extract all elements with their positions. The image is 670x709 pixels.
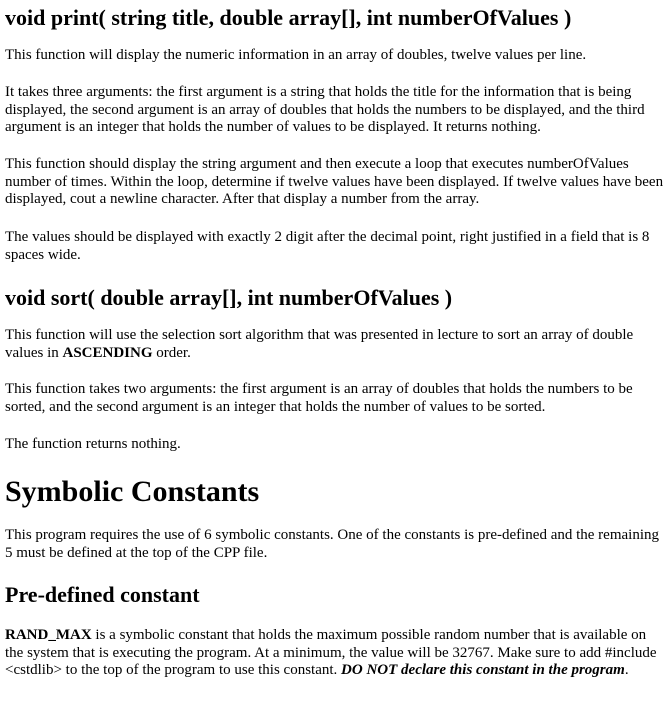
symbolic-constants-heading: Symbolic Constants xyxy=(5,475,260,508)
print-function-heading: void print( string title, double array[], int numberOfValues ) xyxy=(5,5,572,30)
sort-description-end: order. xyxy=(152,344,191,361)
rand-max-keyword: RAND_MAX xyxy=(5,627,92,643)
print-behavior-paragraph: This function should display the string argument and then execute a loop that executes numberOfValues number of times. Within the loop, determine if twelve values have been displayed. If twelve values have been displayed, cout a newline character. After that display a number from the array. xyxy=(5,156,664,207)
predefined-constant-heading: Pre-defined constant xyxy=(5,582,200,607)
sort-arguments-paragraph: This function takes two arguments: the first argument is an array of doubles that holds the numbers to be sorted, and the second argument is an integer that holds the number of values to be sorted. xyxy=(5,381,633,415)
rand-max-paragraph xyxy=(5,627,666,680)
print-description-paragraph: This function will display the numeric information in an array of doubles, twelve values per line. xyxy=(5,47,587,63)
sort-returns-paragraph: The function returns nothing. xyxy=(5,436,181,452)
print-arguments-paragraph: It takes three arguments: the first argument is a string that holds the title for the information that is being displayed, the second argument is an array of doubles that holds the numbers to be displayed, and the third argument is an integer that holds the number of values to be displayed. It returns nothing. xyxy=(5,84,645,135)
rand-max-description: is a symbolic constant that holds the maximum possible random number that is available on the system that is executing the program. At a minimum, the value will be 32767. Make sure to add #include <cstdlib> to the top of the program to use this constant. xyxy=(5,627,657,678)
print-format-paragraph: The values should be displayed with exactly 2 digit after the decimal point, right justified in a field that is 8 spaces wide. xyxy=(5,229,650,263)
ascending-keyword: ASCENDING xyxy=(62,344,153,361)
sort-description-paragraph xyxy=(5,327,666,362)
symbolic-constants-paragraph: This program requires the use of 6 symbolic constants. One of the constants is pre-defined and the remaining 5 must be defined at the top of the CPP file. xyxy=(5,527,659,561)
do-not-declare-warning: DO NOT declare this constant in the program xyxy=(341,662,625,678)
rand-max-period: . xyxy=(624,662,629,678)
sort-description-text: This function will use the selection sort algorithm that was presented in lecture to sort an array of double values in xyxy=(5,327,634,361)
sort-function-heading: void sort( double array[], int numberOfValues ) xyxy=(5,285,453,310)
